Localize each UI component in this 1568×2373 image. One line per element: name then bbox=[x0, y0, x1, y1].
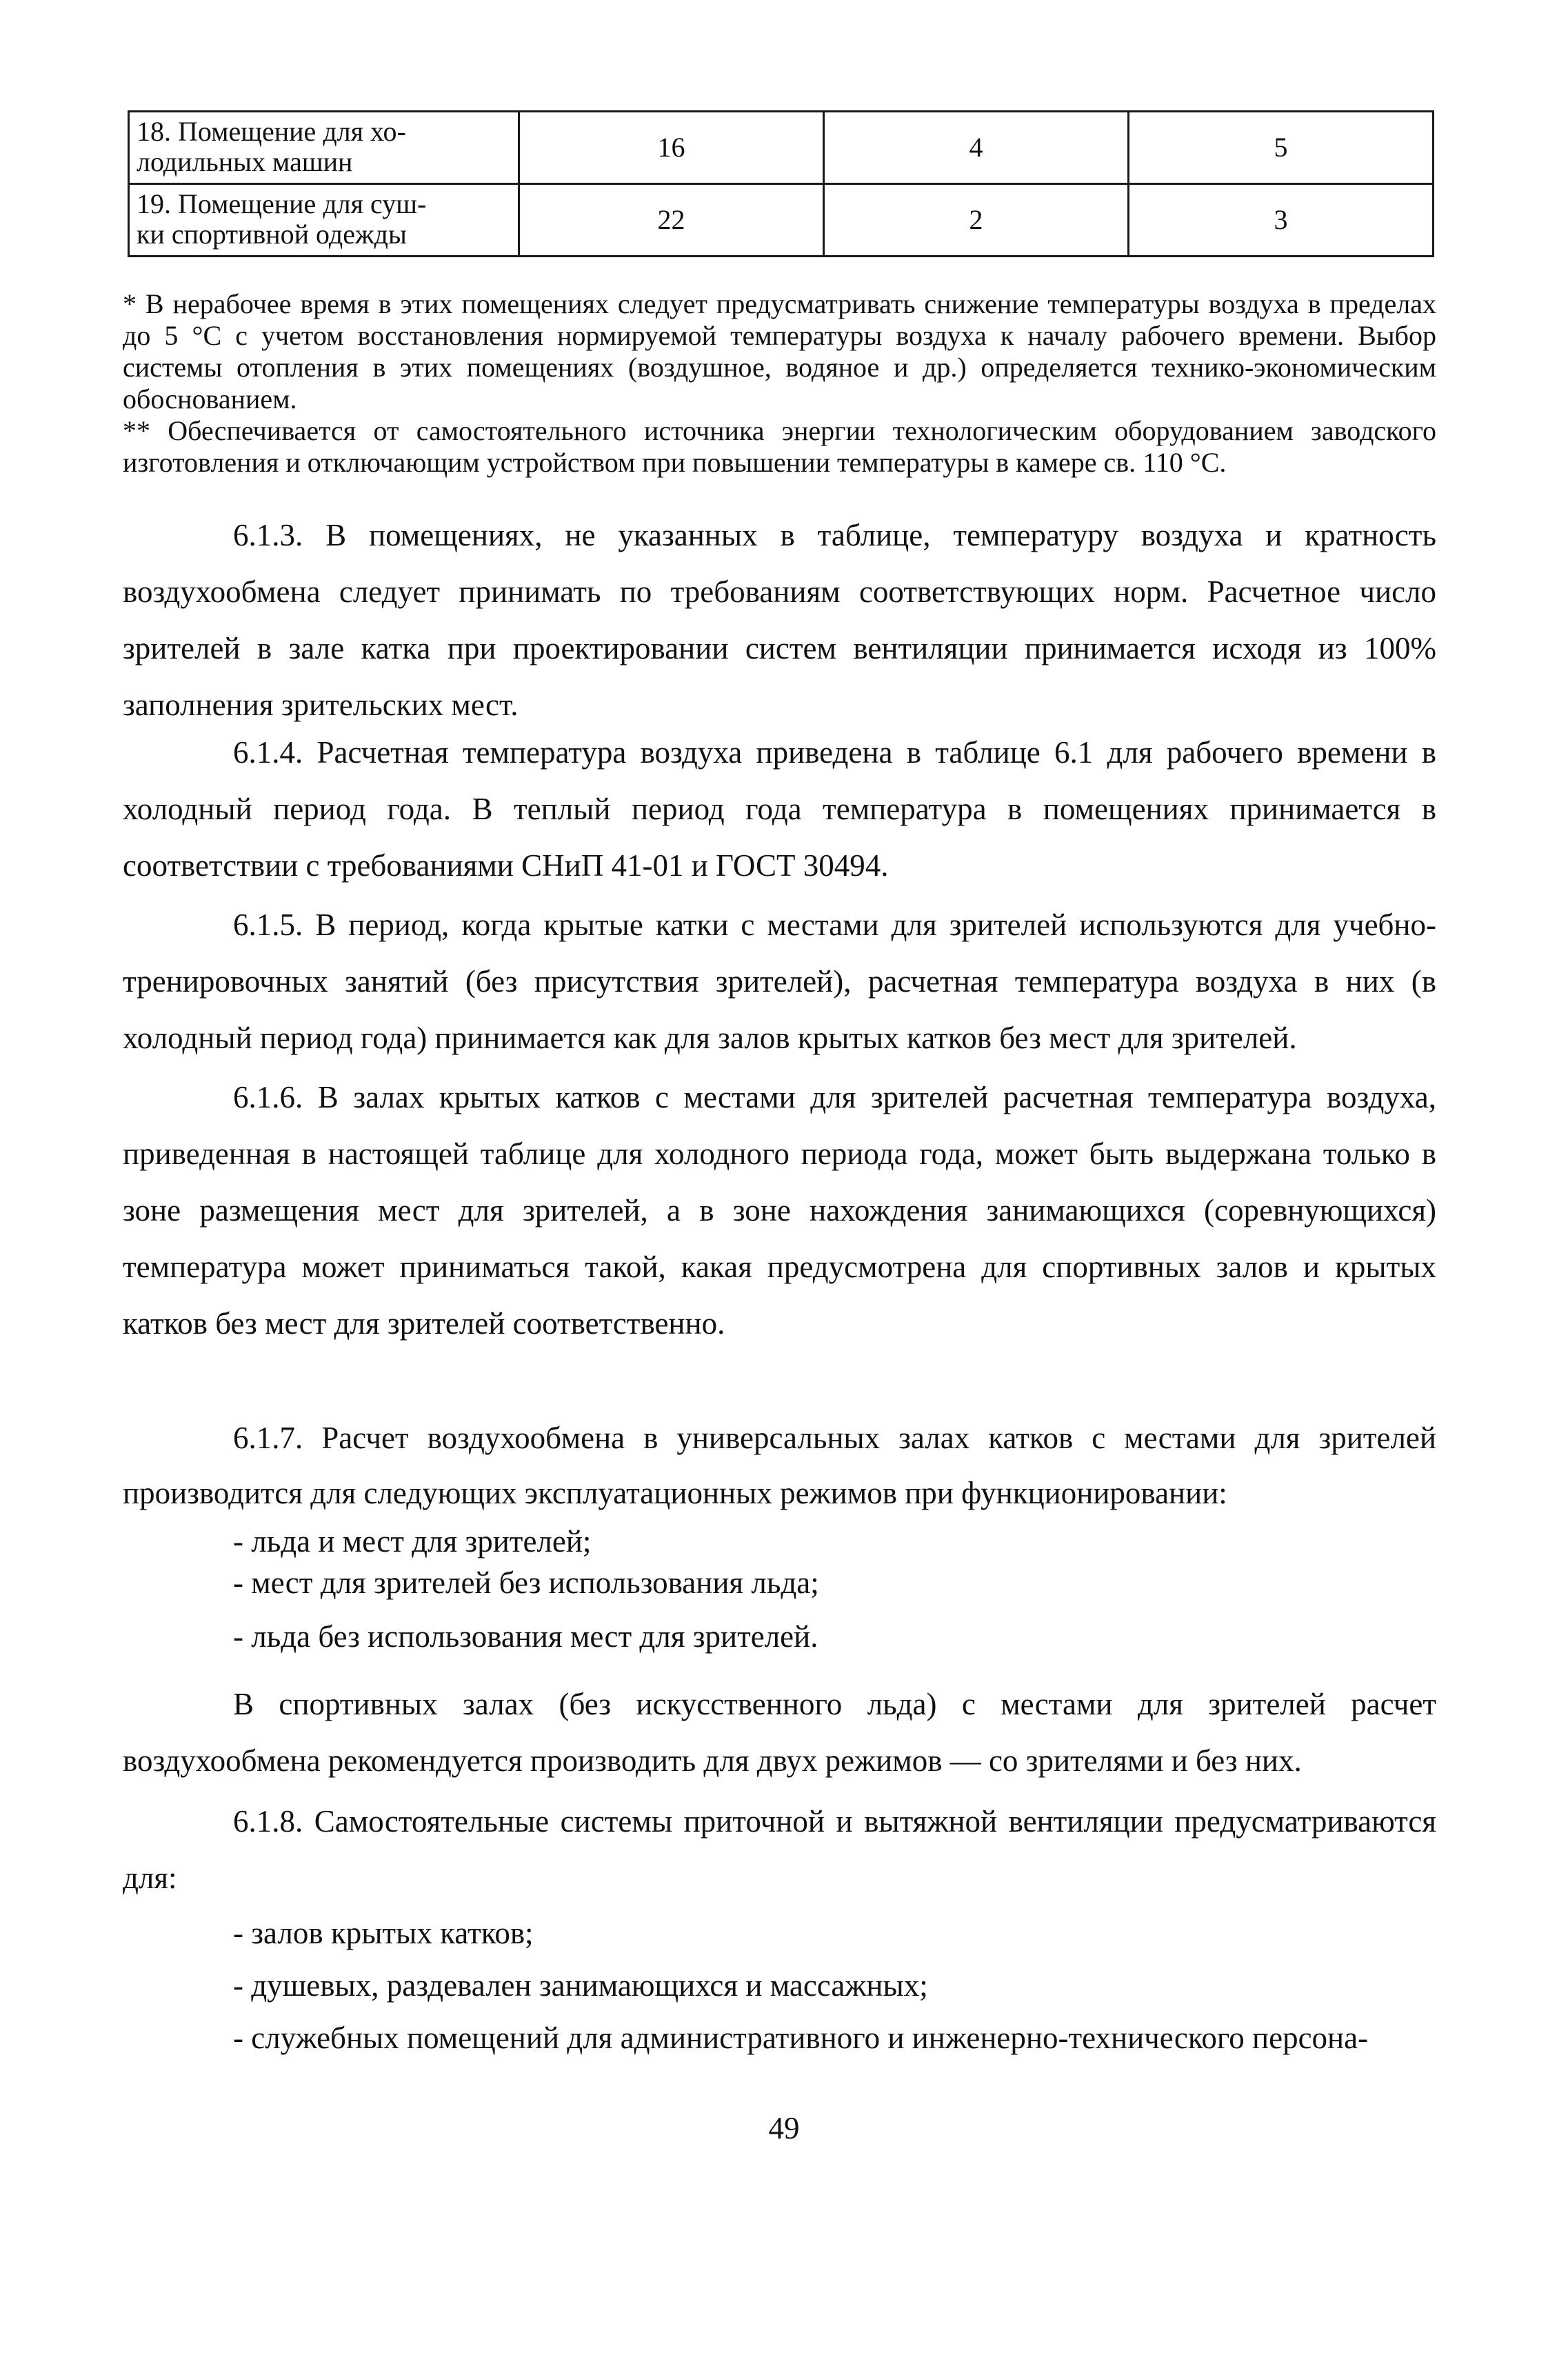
paragraph: 6.1.6. В залах крытых катков с местами для зрителей расчетная температура воздуха, приведенная в настоящей таблице для холодного периода года, может быть выдержана только в зоне размещения мест для зрителей, а в зоне нахождения занимающихся (соревнующихся) температура может приниматься такой, какая предусмотрена для спортивных залов и крытых катков без мест для зрителей соответственно. bbox=[123, 1080, 1436, 1341]
table-cell-room-name bbox=[129, 112, 519, 184]
section-6-1-6 bbox=[123, 1069, 1436, 1352]
table-row bbox=[129, 184, 1434, 257]
rooms-table-fragment bbox=[128, 110, 1434, 257]
room-name-line: 19. Помещение для суш- bbox=[137, 188, 427, 219]
section-6-1-7 bbox=[123, 1410, 1436, 1521]
table-cell-value: 3 bbox=[1129, 184, 1434, 257]
list-item: - мест для зрителей без использования льда; bbox=[233, 1565, 819, 1600]
footnote-2: ** Обеспечивается от самостоятельного источника энергии технологическим оборудованием заводского изготовления и отключающим устройством при повышении температуры в камере св. 110 °С. bbox=[123, 415, 1436, 478]
paragraph: 6.1.3. В помещениях, не указанных в таблице, температуру воздуха и кратность воздухообмена следует принимать по требованиям соответствующих норм. Расчетное число зрителей в зале катка при проектировании систем вентиляции принимается исходя из 100% заполнения зрительских мест. bbox=[123, 518, 1436, 722]
paragraph: 6.1.5. В период, когда крытые катки с местами для зрителей используются для учебно-тренировочных занятий (без присутствия зрителей), расчетная температура воздуха в них (в холодный период года) принимается как для залов крытых катков без мест для зрителей. bbox=[123, 908, 1436, 1055]
footnote-1: * В нерабочее время в этих помещениях следует предусматривать снижение температуры воздуха в пределах до 5 °С с учетом восстановления нормируемой температуры воздуха к началу рабочего времени. Выбор системы отопления в этих помещениях (воздушное, водяное и др.) определяется технико-экономическим обоснованием. bbox=[123, 288, 1436, 414]
list-item: - залов крытых катков; bbox=[233, 1916, 534, 1950]
section-6-1-5 bbox=[123, 897, 1436, 1066]
list-item: - душевых, раздевален занимающихся и массажных; bbox=[233, 1968, 928, 2003]
list-item: - льда без использования мест для зрителей. bbox=[233, 1619, 818, 1654]
list-item: - служебных помещений для административного и инженерно-технического персона- bbox=[233, 2021, 1369, 2055]
table-cell-value: 22 bbox=[519, 184, 824, 257]
paragraph: 6.1.4. Расчетная температура воздуха приведена в таблице 6.1 для рабочего времени в холодный период года. В теплый период года температура в помещениях принимается в соответствии с требованиями СНиП 41-01 и ГОСТ 30494. bbox=[123, 735, 1436, 883]
section-6-1-4 bbox=[123, 724, 1436, 894]
table-cell-value: 16 bbox=[519, 112, 824, 184]
section-6-1-8 bbox=[123, 1793, 1436, 1906]
table-cell-value: 4 bbox=[824, 112, 1129, 184]
table-footnotes bbox=[123, 288, 1436, 479]
table-row bbox=[129, 112, 1434, 184]
paragraph: 6.1.7. Расчет воздухообмена в универсальных залах катков с местами для зрителей производится для следующих эксплуатационных режимов при функционировании: bbox=[123, 1421, 1436, 1510]
ventilation-systems-list bbox=[233, 1907, 1436, 2064]
table-cell-value: 2 bbox=[824, 184, 1129, 257]
sport-halls-paragraph bbox=[123, 1676, 1436, 1789]
room-name-line: ки спортивной одежды bbox=[137, 219, 407, 250]
paragraph: В спортивных залах (без искусственного льда) с местами для зрителей расчет воздухообмена рекомендуется производить для двух режимов — со зрителями и без них. bbox=[123, 1687, 1436, 1778]
section-6-1-3 bbox=[123, 507, 1436, 733]
ventilation-modes-list bbox=[233, 1521, 1436, 1657]
room-name-line: 18. Помещение для хо- bbox=[137, 116, 406, 147]
table-cell-room-name bbox=[129, 184, 519, 257]
table-cell-value: 5 bbox=[1129, 112, 1434, 184]
list-item: - льда и мест для зрителей; bbox=[233, 1524, 592, 1559]
page-number: 49 bbox=[768, 2111, 800, 2145]
paragraph: 6.1.8. Самостоятельные системы приточной и вытяжной вентиляции предусматриваются для: bbox=[123, 1804, 1436, 1895]
room-name-line: лодильных машин bbox=[137, 146, 353, 177]
